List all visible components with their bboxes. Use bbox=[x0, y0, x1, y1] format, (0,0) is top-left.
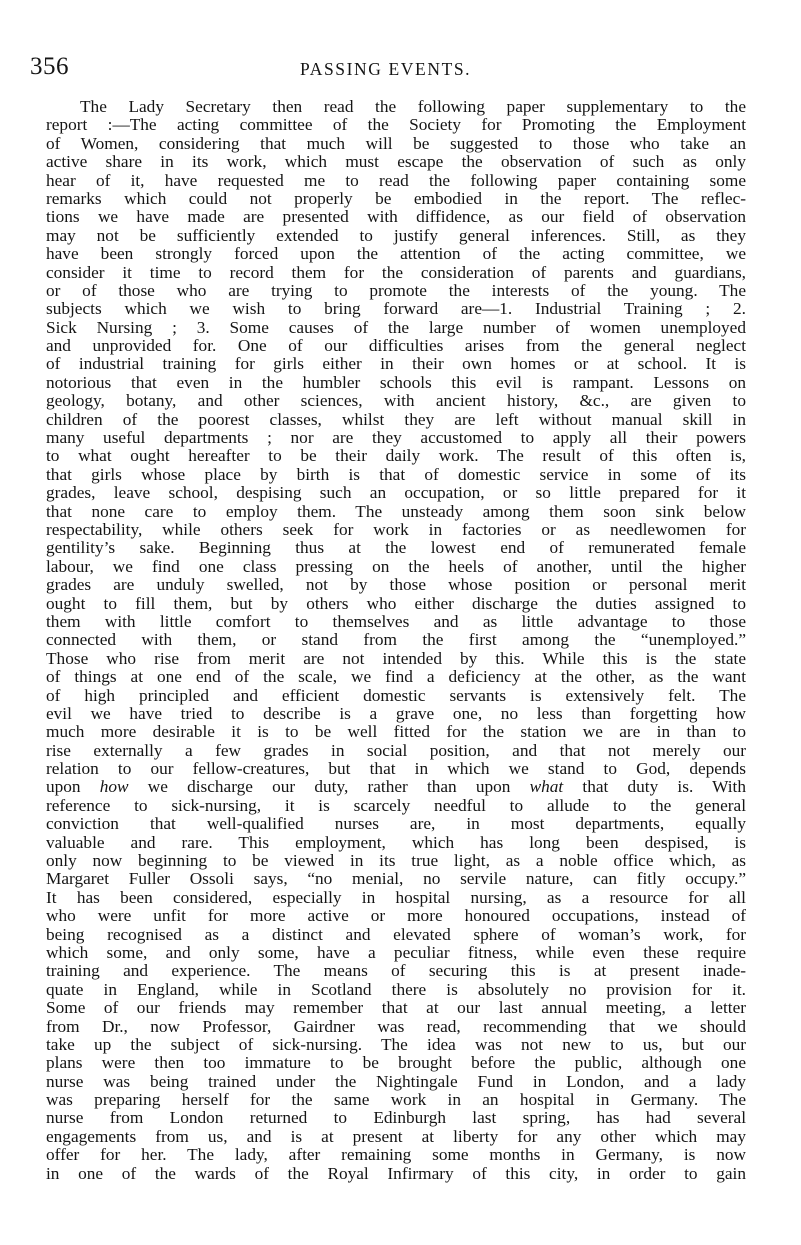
body-line: relation to our fellow-creatures, but that in which we stand to God, depends bbox=[46, 759, 746, 779]
body-line: them with little comfort to themselves and as little advantage to those bbox=[46, 611, 746, 631]
body-line: conviction that well-qualified nurses are, in most departments, equally bbox=[46, 814, 746, 834]
body-line: training and experience. The means of securing this is at present inade- bbox=[46, 961, 746, 981]
body-line: gentility’s sake. Beginning thus at the lowest end of remunerated female bbox=[46, 538, 746, 558]
body-line: much more desirable it is to be well fitted for the station we are in than to bbox=[46, 722, 746, 742]
body-line: subjects which we wish to bring forward are—1. Industrial Training ; 2. bbox=[46, 299, 746, 319]
body-line: of high principled and efficient domestic servants is extensively felt. The bbox=[46, 685, 746, 705]
body-line: valuable and rare. This employment, which has long been despised, is bbox=[46, 832, 746, 852]
body-line: which some, and only some, have a peculiar fitness, while even these require bbox=[46, 942, 746, 962]
body-line: evil we have tried to describe is a grave one, no less than forgetting how bbox=[46, 703, 746, 723]
body-line: respectability, while others seek for work in factories or as needlewomen for bbox=[46, 519, 746, 539]
body-line: may not be sufficiently extended to justify general inferences. Still, as they bbox=[46, 225, 746, 245]
page-number: 356 bbox=[30, 53, 69, 80]
body-line: report :—The acting committee of the Society for Promoting the Employment bbox=[46, 115, 746, 135]
body-line: quate in England, while in Scotland there is absolutely no provision for it. bbox=[46, 979, 746, 999]
body-line: or of those who are trying to promote the interests of the young. The bbox=[46, 280, 746, 300]
body-line: in one of the wards of the Royal Infirmary of this city, in order to gain bbox=[46, 1163, 746, 1183]
body-line: reference to sick-nursing, it is scarcely needful to allude to the general bbox=[46, 795, 746, 815]
body-line: rise externally a few grades in social position, and that not merely our bbox=[46, 740, 746, 760]
body-line: The Lady Secretary then read the following paper supplementary to the bbox=[80, 98, 746, 116]
body-line: children of the poorest classes, whilst they are left without manual skill in bbox=[46, 409, 746, 429]
body-line: labour, we find one class pressing on the heels of another, until the higher bbox=[46, 556, 746, 576]
body-line: many useful departments ; nor are they accustomed to apply all their powers bbox=[46, 428, 746, 448]
body-line: of industrial training for girls either in their own homes or at school. It is bbox=[46, 354, 746, 374]
body-line: geology, botany, and other sciences, with ancient history, &c., are given to bbox=[46, 391, 746, 411]
body-line: who were unfit for more active or more honoured occupations, instead of bbox=[46, 906, 746, 926]
body-line: that girls whose place by birth is that of domestic service in some of its bbox=[46, 464, 746, 484]
body-line: of Women, considering that much will be suggested to those who take an bbox=[46, 133, 746, 153]
body-line: active share in its work, which must escape the observation of such as only bbox=[46, 152, 746, 172]
body-line: upon how we discharge our duty, rather than upon what that duty is. With bbox=[46, 777, 746, 797]
body-line: grades are unduly swelled, not by those whose position or personal merit bbox=[46, 575, 746, 595]
body-line: nurse from London returned to Edinburgh last spring, has had several bbox=[46, 1108, 746, 1128]
body-line: Those who rise from merit are not intended by this. While this is the state bbox=[46, 648, 746, 668]
body-line: and unprovided for. One of our difficulties arises from the general neglect bbox=[46, 336, 746, 356]
body-line: Some of our friends may remember that at our last annual meeting, a letter bbox=[46, 998, 746, 1018]
body-line: Sick Nursing ; 3. Some causes of the large number of women unemployed bbox=[46, 317, 746, 337]
body-line: to what ought hereafter to be their daily work. The result of this often is, bbox=[46, 446, 746, 466]
body-line: have been strongly forced upon the attention of the acting committee, we bbox=[46, 244, 746, 264]
body-line: ought to fill them, but by others who either discharge the duties assigned to bbox=[46, 593, 746, 613]
body-line: of things at one end of the scale, we find a deficiency at the other, as the want bbox=[46, 667, 746, 687]
body-line: tions we have made are presented with diffidence, as our field of observation bbox=[46, 207, 746, 227]
body-line: being recognised as a distinct and elevated sphere of woman’s work, for bbox=[46, 924, 746, 944]
body-line: hear of it, have requested me to read the following paper containing some bbox=[46, 170, 746, 190]
body-text bbox=[46, 98, 746, 1228]
body-line: plans were then too immature to be brought before the public, although one bbox=[46, 1053, 746, 1073]
body-line: engagements from us, and is at present at liberty for any other which may bbox=[46, 1126, 746, 1146]
body-line: take up the subject of sick-nursing. The idea was not new to us, but our bbox=[46, 1034, 746, 1054]
running-head bbox=[30, 52, 760, 82]
body-line: that none care to employ them. The unsteady among them soon sink below bbox=[46, 501, 746, 521]
body-line: notorious that even in the humbler schools this evil is rampant. Lessons on bbox=[46, 372, 746, 392]
body-line: offer for her. The lady, after remaining some months in Germany, is now bbox=[46, 1145, 746, 1165]
body-line: was preparing herself for the same work in an hospital in Germany. The bbox=[46, 1090, 746, 1110]
body-line: grades, leave school, despising such an occupation, or so little prepared for it bbox=[46, 483, 746, 503]
body-line: Margaret Fuller Ossoli says, “no menial, no servile nature, can fitly occupy.” bbox=[46, 869, 746, 889]
body-line: nurse was being trained under the Nightingale Fund in London, and a lady bbox=[46, 1071, 746, 1091]
body-line: consider it time to record them for the consideration of parents and guardians, bbox=[46, 262, 746, 282]
body-line: only now beginning to be viewed in its true light, as a noble office which, as bbox=[46, 851, 746, 871]
body-line: from Dr., now Professor, Gairdner was read, recommending that we should bbox=[46, 1016, 746, 1036]
section-title: PASSING EVENTS. bbox=[300, 59, 472, 79]
body-line: remarks which could not properly be embodied in the report. The reflec- bbox=[46, 188, 746, 208]
body-line: connected with them, or stand from the first among the “unemployed.” bbox=[46, 630, 746, 650]
body-line: It has been considered, especially in hospital nursing, as a resource for all bbox=[46, 887, 746, 907]
